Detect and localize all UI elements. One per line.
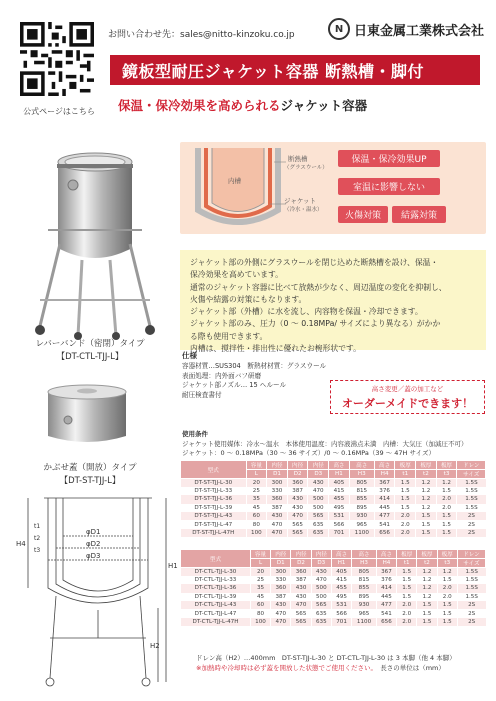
cell-value: 1.5 <box>395 487 416 495</box>
cell-value: 635 <box>308 529 329 537</box>
table-body <box>181 479 486 538</box>
cell-value: 1.5 <box>436 520 457 528</box>
footer-notes <box>196 654 456 673</box>
cell-value: 477 <box>374 512 395 520</box>
sub-d1: D1 <box>267 470 288 479</box>
cell-value: 387 <box>271 593 291 601</box>
cell-value: 100 <box>250 618 270 626</box>
col-t3: 板厚 <box>437 550 457 559</box>
table-row <box>181 487 486 495</box>
cell-value: 430 <box>287 504 308 512</box>
cell-value: 1.2 <box>416 504 437 512</box>
cell-model: DT-ST-TJJ-L-47 <box>181 520 247 528</box>
cell-value: 500 <box>308 495 329 503</box>
cell-value: 445 <box>374 504 395 512</box>
cell-value: 2.0 <box>395 520 416 528</box>
cell-value: 1.2 <box>437 568 457 576</box>
cell-value: 430 <box>311 568 331 576</box>
label-inner-tank: 内槽 <box>228 177 241 185</box>
cell-value: 656 <box>374 529 395 537</box>
cell-value: 500 <box>308 504 329 512</box>
cell-model: DT-CTL-TJJ-L-47 <box>181 609 251 617</box>
cell-value: 495 <box>329 504 350 512</box>
product-caption-cover-lid <box>40 462 140 488</box>
cell-value: 1.5S <box>457 593 485 601</box>
product-caption-cover-lid-type: かぶせ蓋（開放）タイプ <box>43 463 137 473</box>
table-row <box>181 601 486 609</box>
cell-value: 565 <box>287 520 308 528</box>
cell-value: 35 <box>246 495 267 503</box>
dim-h4: H4 <box>16 540 26 548</box>
note-units: 長さの単位は（mm） <box>380 663 445 672</box>
cell-value: 1.2 <box>417 576 437 584</box>
cell-value: 1.5 <box>437 601 457 609</box>
col-model: 型式 <box>181 461 247 479</box>
cell-value: 965 <box>349 520 374 528</box>
cell-value: 1.5 <box>437 618 457 626</box>
sub-t2: t2 <box>417 559 437 568</box>
cell-value: 635 <box>308 520 329 528</box>
sub-h3: H3 <box>352 559 377 568</box>
cell-model: DT-ST-TJJ-L-39 <box>181 504 247 512</box>
cell-value: 2S <box>457 618 485 626</box>
col-d3: 内径 <box>308 461 329 470</box>
cell-value: 2.0 <box>397 601 417 609</box>
cell-value: 531 <box>329 512 350 520</box>
cell-value: 2S <box>457 520 486 528</box>
table-row <box>181 495 486 503</box>
cell-value: 80 <box>250 609 270 617</box>
cell-value: 470 <box>267 529 288 537</box>
cell-value: 415 <box>329 487 350 495</box>
table-header-row <box>181 461 486 470</box>
cell-model: DT-CTL-TJJ-L-43 <box>181 601 251 609</box>
table-row <box>181 618 486 626</box>
col-t1: 板厚 <box>395 461 416 470</box>
cell-value: 376 <box>374 487 395 495</box>
cell-value: 330 <box>267 487 288 495</box>
subtitle-rest: ジャケット容器 <box>280 98 368 113</box>
table-row <box>181 512 486 520</box>
sub-d1: D1 <box>271 559 291 568</box>
spec-title: 仕様 <box>182 351 197 360</box>
cell-value: 430 <box>287 495 308 503</box>
col-t3: 板厚 <box>436 461 457 470</box>
cell-model: DT-CTL-TJJ-L-30 <box>181 568 251 576</box>
subtitle-highlight: 保温・保冷効果を高められる <box>118 98 281 113</box>
table-row <box>181 529 486 537</box>
cell-model: DT-CTL-TJJ-L-39 <box>181 593 251 601</box>
cell-value: 414 <box>374 495 395 503</box>
qr-caption: 公式ページはこちら <box>23 107 95 116</box>
table-row <box>181 593 486 601</box>
cell-value: 455 <box>331 584 351 592</box>
cell-value: 2.0 <box>395 529 416 537</box>
col-t2: 板厚 <box>417 550 437 559</box>
cell-value: 405 <box>329 479 350 487</box>
cell-value: 60 <box>246 512 267 520</box>
col-d1: 内径 <box>271 550 291 559</box>
sub-drain: サイズ <box>457 470 486 479</box>
cell-value: 300 <box>267 479 288 487</box>
table-row <box>181 504 486 512</box>
cell-value: 566 <box>331 609 351 617</box>
sub-h4: H4 <box>374 470 395 479</box>
cell-value: 1100 <box>352 618 377 626</box>
cell-value: 701 <box>329 529 350 537</box>
cell-value: 1.5S <box>457 495 486 503</box>
structure-diagram <box>180 142 486 234</box>
custom-order-headline: オーダーメイドできます！ <box>341 396 474 410</box>
description-line: 内槽は、撹拌性・排出性に優れたお椀形状です。 <box>190 344 361 354</box>
cell-value: 330 <box>271 576 291 584</box>
col-d2: 内径 <box>287 461 308 470</box>
cell-value: 376 <box>376 576 396 584</box>
spec-line: 耐圧検査書付 <box>182 390 222 399</box>
cell-value: 1.5S <box>457 576 485 584</box>
cell-value: 367 <box>376 568 396 576</box>
description-line: 保冷効果を高めています。 <box>190 270 283 280</box>
logo-mark-icon: N <box>328 18 350 40</box>
cell-value: 895 <box>349 504 374 512</box>
product-caption-cover-lid-model: 【DT-ST-TJJ-L】 <box>59 476 121 486</box>
description-line: 通常のジャケット容器に比べて放熱が少なく、周辺温度の変化を抑制し、 <box>190 282 447 292</box>
spec-table-st <box>180 460 486 537</box>
cell-value: 565 <box>291 609 311 617</box>
cell-value: 415 <box>331 576 351 584</box>
cell-value: 565 <box>311 601 331 609</box>
table-body <box>181 568 486 627</box>
description-line: ジャケット部（外槽）に水を流し、内容物を保温・冷却できます。 <box>190 307 423 317</box>
sub-t2: t2 <box>416 470 437 479</box>
sub-h4: H4 <box>376 559 396 568</box>
cell-value: 2S <box>457 512 486 520</box>
cell-value: 470 <box>287 512 308 520</box>
cell-value: 300 <box>271 568 291 576</box>
cell-value: 1.2 <box>436 479 457 487</box>
col-model: 型式 <box>181 550 251 568</box>
cell-value: 565 <box>291 618 311 626</box>
cell-value: 1.5 <box>436 512 457 520</box>
col-d3: 内径 <box>311 550 331 559</box>
cell-value: 1.5 <box>436 529 457 537</box>
spec-table-ctl <box>180 549 486 626</box>
cell-value: 430 <box>291 584 311 592</box>
cell-value: 531 <box>331 601 351 609</box>
sub-d3: D3 <box>308 470 329 479</box>
cell-value: 25 <box>250 576 270 584</box>
cell-value: 495 <box>331 593 351 601</box>
cell-value: 1.5 <box>416 520 437 528</box>
table-row <box>181 584 486 592</box>
col-h4: 高さ <box>374 461 395 470</box>
cell-value: 1.2 <box>416 479 437 487</box>
cell-value: 895 <box>352 593 377 601</box>
product-image-lever-band <box>20 140 170 340</box>
product-image-cover-lid <box>42 380 132 450</box>
col-h4: 高さ <box>376 550 396 559</box>
table-row <box>181 568 486 576</box>
sub-d3: D3 <box>311 559 331 568</box>
cell-model: DT-ST-TJJ-L-47H <box>181 529 247 537</box>
table-row <box>181 609 486 617</box>
cell-value: 430 <box>308 479 329 487</box>
cell-value: 1.5S <box>457 584 485 592</box>
table-row <box>181 479 486 487</box>
cell-model: DT-CTL-TJJ-L-36 <box>181 584 251 592</box>
cell-value: 45 <box>246 504 267 512</box>
cell-value: 1.5S <box>457 504 486 512</box>
cell-value: 1.5S <box>457 568 485 576</box>
cell-value: 1.5S <box>457 487 486 495</box>
label-jacket: ジャケット <box>284 197 317 205</box>
cell-value: 1100 <box>349 529 374 537</box>
cell-value: 430 <box>271 601 291 609</box>
description-line: 火傷や結露の対策にもなります。 <box>190 294 307 304</box>
cell-model: DT-ST-TJJ-L-36 <box>181 495 247 503</box>
cell-value: 1.5 <box>397 593 417 601</box>
spec-list <box>182 362 326 400</box>
description-line: ジャケット部の外側にグラスウールを閉じ込めた断熱槽を設け、保温・ <box>190 258 439 267</box>
usage-line: ジャケット：0 〜 0.18MPa（30 〜 36 サイズ）/0 〜 0.16MPa（39 〜 47H サイズ） <box>182 449 435 458</box>
cell-value: 470 <box>271 609 291 617</box>
cell-value: 855 <box>349 495 374 503</box>
cell-value: 1.2 <box>417 584 437 592</box>
cell-model: DT-CTL-TJJ-L-33 <box>181 576 251 584</box>
cell-value: 1.5 <box>395 479 416 487</box>
cell-value: 1.5 <box>395 495 416 503</box>
table-header-row <box>181 550 486 559</box>
cell-value: 2.0 <box>397 609 417 617</box>
cell-value: 445 <box>376 593 396 601</box>
cell-value: 1.2 <box>417 568 437 576</box>
col-capacity: 容量 <box>246 461 267 470</box>
cell-model: DT-CTL-TJJ-L-47H <box>181 618 251 626</box>
cell-value: 1.2 <box>416 487 437 495</box>
sub-d2: D2 <box>287 470 308 479</box>
dim-h2: H2 <box>150 642 160 650</box>
cell-model: DT-ST-TJJ-L-33 <box>181 487 247 495</box>
cell-value: 1.5 <box>397 568 417 576</box>
cell-value: 20 <box>250 568 270 576</box>
cell-value: 100 <box>246 529 267 537</box>
col-t1: 板厚 <box>397 550 417 559</box>
cell-value: 635 <box>311 609 331 617</box>
cell-value: 541 <box>374 520 395 528</box>
cell-value: 2.0 <box>436 504 457 512</box>
cell-value: 965 <box>352 609 377 617</box>
cell-value: 367 <box>374 479 395 487</box>
cell-value: 430 <box>267 512 288 520</box>
custom-order-note: 高さ変更／蓋の加工など <box>371 384 444 393</box>
qr-code[interactable] <box>20 22 94 96</box>
cell-value: 2S <box>457 609 485 617</box>
cell-value: 470 <box>267 520 288 528</box>
cell-value: 1.5 <box>416 512 437 520</box>
page-subtitle <box>118 96 367 114</box>
cell-value: 500 <box>311 593 331 601</box>
badge-room-temp: 室温に影響しない <box>338 178 440 195</box>
dim-d3: φD3 <box>86 552 101 560</box>
cell-model: DT-ST-TJJ-L-43 <box>181 512 247 520</box>
cell-value: 360 <box>287 479 308 487</box>
cell-value: 565 <box>308 512 329 520</box>
cell-value: 2.0 <box>437 593 457 601</box>
sub-h1: H1 <box>331 559 351 568</box>
cell-value: 2S <box>457 529 486 537</box>
cell-value: 1.5 <box>417 601 437 609</box>
spec-line: 容器材質…SUS304 断熱材材質：グラスウール <box>182 362 327 370</box>
cell-value: 2.0 <box>437 584 457 592</box>
cell-value: 541 <box>376 609 396 617</box>
cell-value: 455 <box>329 495 350 503</box>
dim-t3: t3 <box>34 547 41 554</box>
note-warning: ※加熱時や冷却時は必ず蓋を開放した状態でご使用ください。 <box>196 663 374 672</box>
spec-line: 表面処理：内外面バフ研磨 <box>182 371 262 380</box>
col-d2: 内径 <box>291 550 311 559</box>
dim-t2: t2 <box>34 535 41 542</box>
sub-capacity: L <box>250 559 270 568</box>
cell-value: 430 <box>291 593 311 601</box>
company-logo <box>328 18 484 40</box>
col-t2: 板厚 <box>416 461 437 470</box>
dimension-diagram <box>8 488 176 692</box>
cell-value: 1.5 <box>395 504 416 512</box>
cell-value: 80 <box>246 520 267 528</box>
cell-value: 1.5 <box>417 609 437 617</box>
label-insulation: 断熱槽 <box>288 155 308 163</box>
cell-value: 815 <box>349 487 374 495</box>
sub-h1: H1 <box>329 470 350 479</box>
cell-value: 1.5 <box>417 618 437 626</box>
cell-value: 656 <box>376 618 396 626</box>
sub-t3: t3 <box>437 559 457 568</box>
sub-drain: サイズ <box>457 559 485 568</box>
table-row <box>181 520 486 528</box>
cell-value: 470 <box>271 618 291 626</box>
cell-value: 1.5 <box>437 609 457 617</box>
cell-value: 387 <box>267 504 288 512</box>
cell-value: 360 <box>267 495 288 503</box>
cell-value: 1.5S <box>457 479 486 487</box>
col-capacity: 容量 <box>250 550 270 559</box>
cell-value: 477 <box>376 601 396 609</box>
usage-title: 使用条件 <box>182 430 208 438</box>
cell-value: 635 <box>311 618 331 626</box>
cell-value: 25 <box>246 487 267 495</box>
cell-value: 60 <box>250 601 270 609</box>
usage-line: ジャケット使用媒体：冷水〜温水 本体使用温度：内容液沸点未満 内槽：大気圧（加減圧不可） <box>182 439 468 448</box>
cell-value: 470 <box>291 601 311 609</box>
badge-burn-prevention: 火傷対策 <box>338 206 388 223</box>
cell-value: 930 <box>349 512 374 520</box>
cell-value: 470 <box>311 576 331 584</box>
col-h1: 高さ <box>331 550 351 559</box>
cell-value: 35 <box>250 584 270 592</box>
cell-value: 360 <box>271 584 291 592</box>
dim-t1: t1 <box>34 523 41 530</box>
cell-value: 1.5 <box>416 529 437 537</box>
badge-condensation: 結露対策 <box>392 206 446 223</box>
label-insulation-sub: （グラスウール） <box>284 165 328 171</box>
cell-value: 414 <box>376 584 396 592</box>
cell-value: 815 <box>352 576 377 584</box>
cell-value: 2.0 <box>397 618 417 626</box>
sub-t3: t3 <box>436 470 457 479</box>
product-caption-lever-band-type: レバーバンド（密閉）タイプ <box>35 339 145 349</box>
dim-h1: H1 <box>168 562 178 570</box>
product-caption-lever-band <box>30 338 150 364</box>
cell-value: 930 <box>352 601 377 609</box>
cell-value: 360 <box>291 568 311 576</box>
cell-model: DT-ST-TJJ-L-30 <box>181 479 247 487</box>
sub-t1: t1 <box>395 470 416 479</box>
col-h1: 高さ <box>329 461 350 470</box>
cell-value: 387 <box>291 576 311 584</box>
sub-d2: D2 <box>291 559 311 568</box>
cell-value: 565 <box>287 529 308 537</box>
label-jacket-sub: （冷水・温水） <box>284 207 323 213</box>
cell-value: 405 <box>331 568 351 576</box>
col-drain: ドレン <box>457 461 486 470</box>
dim-d1: φD1 <box>86 528 101 536</box>
cell-value: 2.0 <box>436 495 457 503</box>
cell-value: 1.5 <box>437 576 457 584</box>
product-caption-lever-band-model: 【DT-CTL-TJJ-L】 <box>56 352 124 362</box>
note-drain-height: ドレン高（H2）…400mm DT-ST-TJJ-L-30 と DT-CTL-TJJ-L-30 は 3 本脚（他 4 本脚） <box>196 654 456 662</box>
description-line: る際も使用できます。 <box>190 331 268 341</box>
sub-h3: H3 <box>349 470 374 479</box>
contact-email[interactable]: お問い合わせ先：sales@nitto-kinzoku.co.jp <box>108 30 295 40</box>
sub-capacity: L <box>246 470 267 479</box>
custom-order-box <box>330 380 485 414</box>
cell-value: 855 <box>352 584 377 592</box>
table-row <box>181 576 486 584</box>
cell-value: 1.5 <box>436 487 457 495</box>
col-d1: 内径 <box>267 461 288 470</box>
cell-value: 1.2 <box>417 593 437 601</box>
product-description <box>180 250 486 354</box>
cell-value: 387 <box>287 487 308 495</box>
cell-value: 805 <box>349 479 374 487</box>
col-drain: ドレン <box>457 550 485 559</box>
cell-value: 1.5 <box>397 576 417 584</box>
cell-value: 805 <box>352 568 377 576</box>
cell-value: 2.0 <box>395 512 416 520</box>
description-line: ジャケット部のみ、圧力（0 〜 0.18MPa/ サイズにより異なる）がかか <box>190 319 441 329</box>
dim-d2: φD2 <box>86 540 101 548</box>
sub-t1: t1 <box>397 559 417 568</box>
badge-insulation-up: 保温・保冷効果UP <box>338 150 440 167</box>
col-h3: 高さ <box>349 461 374 470</box>
page-title: 鏡板型耐圧ジャケット容器 断熱槽・脚付 <box>110 55 480 85</box>
cell-value: 1.5 <box>397 584 417 592</box>
usage-conditions <box>182 430 468 459</box>
col-h3: 高さ <box>352 550 377 559</box>
cell-value: 470 <box>308 487 329 495</box>
cell-value: 566 <box>329 520 350 528</box>
cell-value: 2S <box>457 601 485 609</box>
cell-value: 1.2 <box>416 495 437 503</box>
spec-line: ジャケット部ノズル… 15 ヘルール <box>182 381 287 390</box>
cell-value: 500 <box>311 584 331 592</box>
cell-value: 45 <box>250 593 270 601</box>
cell-value: 701 <box>331 618 351 626</box>
cell-value: 20 <box>246 479 267 487</box>
company-name: 日東金属工業株式会社 <box>354 23 485 39</box>
